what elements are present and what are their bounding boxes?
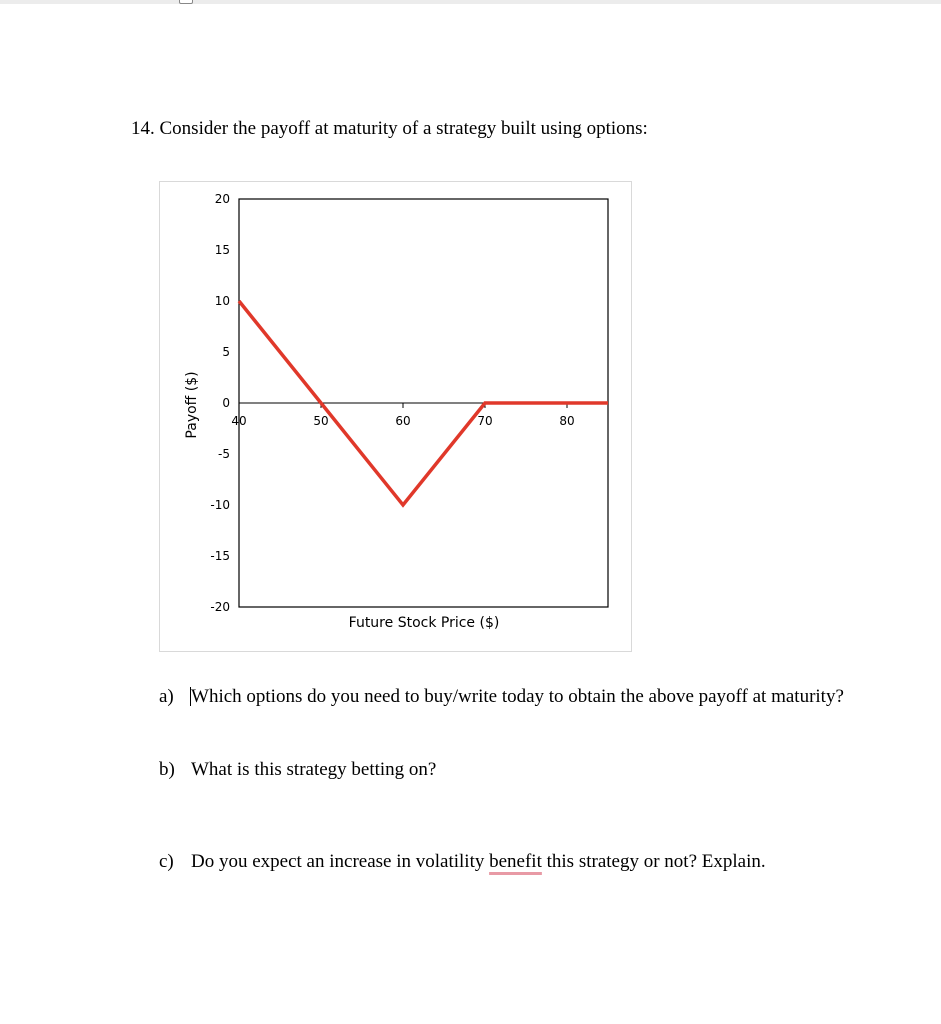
question-c [159, 851, 766, 873]
page-corner-icon [179, 0, 193, 4]
question-b-letter: b) [159, 759, 175, 780]
payoff-chart [159, 181, 632, 652]
y-tick-label: 20 [214, 192, 230, 206]
question-c-text-pre: Do you expect an increase in volatility [191, 851, 490, 872]
x-tick-label: 40 [231, 414, 247, 428]
x-tick-label: 70 [477, 414, 493, 428]
y-tick-label: 10 [214, 294, 230, 308]
question-a-text: hich options do you need to buy/write today to obtain the above payoff at maturity? [208, 686, 844, 707]
question-a [159, 686, 844, 708]
text-cursor[interactable]: W [191, 686, 209, 707]
page-top-border [0, 0, 941, 4]
x-axis-title: Future Stock Price ($) [348, 615, 500, 631]
question-b-text: What is this strategy betting on? [191, 759, 437, 780]
y-tick-label: 5 [222, 345, 230, 359]
question-c-text-post: this strategy or not? Explain. [541, 851, 766, 872]
x-tick-label: 50 [313, 414, 329, 428]
question-c-letter: c) [159, 851, 174, 872]
question-a-letter: a) [159, 686, 174, 707]
payoff-chart-svg [160, 182, 633, 653]
question-heading: 14. Consider the payoff at maturity of a strategy built using options: [131, 118, 648, 139]
y-tick-label: -5 [218, 447, 230, 461]
spellcheck-flagged-word[interactable]: benefit [489, 851, 542, 872]
x-tick-label: 60 [395, 414, 411, 428]
x-tick-label: 80 [559, 414, 575, 428]
y-tick-label: -20 [210, 600, 230, 614]
y-tick-label: 0 [222, 396, 230, 410]
y-tick-label: 15 [214, 243, 230, 257]
y-axis-title: Payoff ($) [184, 371, 200, 439]
y-tick-label: -10 [210, 498, 230, 512]
y-tick-label: -15 [210, 549, 230, 563]
question-b [159, 759, 436, 781]
